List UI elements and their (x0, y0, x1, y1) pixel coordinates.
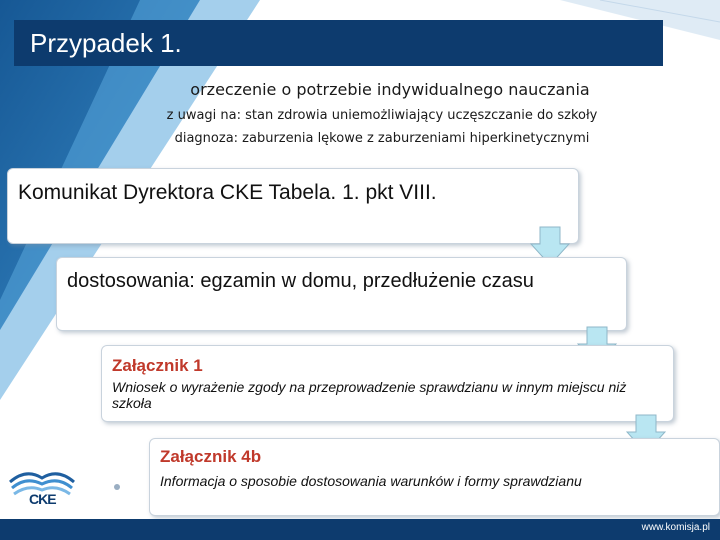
step-box-text: dostosowania: egzamin w domu, przedłużenie czasu (67, 270, 534, 292)
step-box-attachment-4b (149, 438, 720, 516)
logo-text: CKE (29, 491, 56, 507)
footer-url-link[interactable]: www.komisja.pl (641, 522, 710, 533)
step-box-announcement (7, 168, 579, 244)
subtitle-line-2: z uwagi na: stan zdrowia uniemożliwiający uczęszczanie do szkoły (166, 108, 598, 123)
subtitle-line-1: orzeczenie o potrzebie indywidualnego nauczania (190, 80, 590, 99)
step-box-accommodations (56, 257, 627, 331)
attachment-description: Informacja o sposobie dostosowania warunków i formy sprawdzianu (160, 473, 582, 489)
attachment-title: Załącznik 1 (112, 356, 203, 375)
step-box-attachment-1 (101, 345, 674, 422)
footer-bar (0, 519, 720, 540)
slide-title: Przypadek 1. (14, 20, 663, 66)
bullet-dot (114, 484, 120, 490)
step-box-text: Komunikat Dyrektora CKE Tabela. 1. pkt VIII. (18, 181, 437, 204)
subtitle-line-3: diagnoza: zaburzenia lękowe z zaburzeniami hiperkinetycznymi (174, 131, 590, 146)
attachment-description: Wniosek o wyrażenie zgody na przeprowadzenie sprawdzianu w innym miejscu niż szkoła (112, 379, 627, 411)
attachment-title: Załącznik 4b (160, 447, 262, 466)
